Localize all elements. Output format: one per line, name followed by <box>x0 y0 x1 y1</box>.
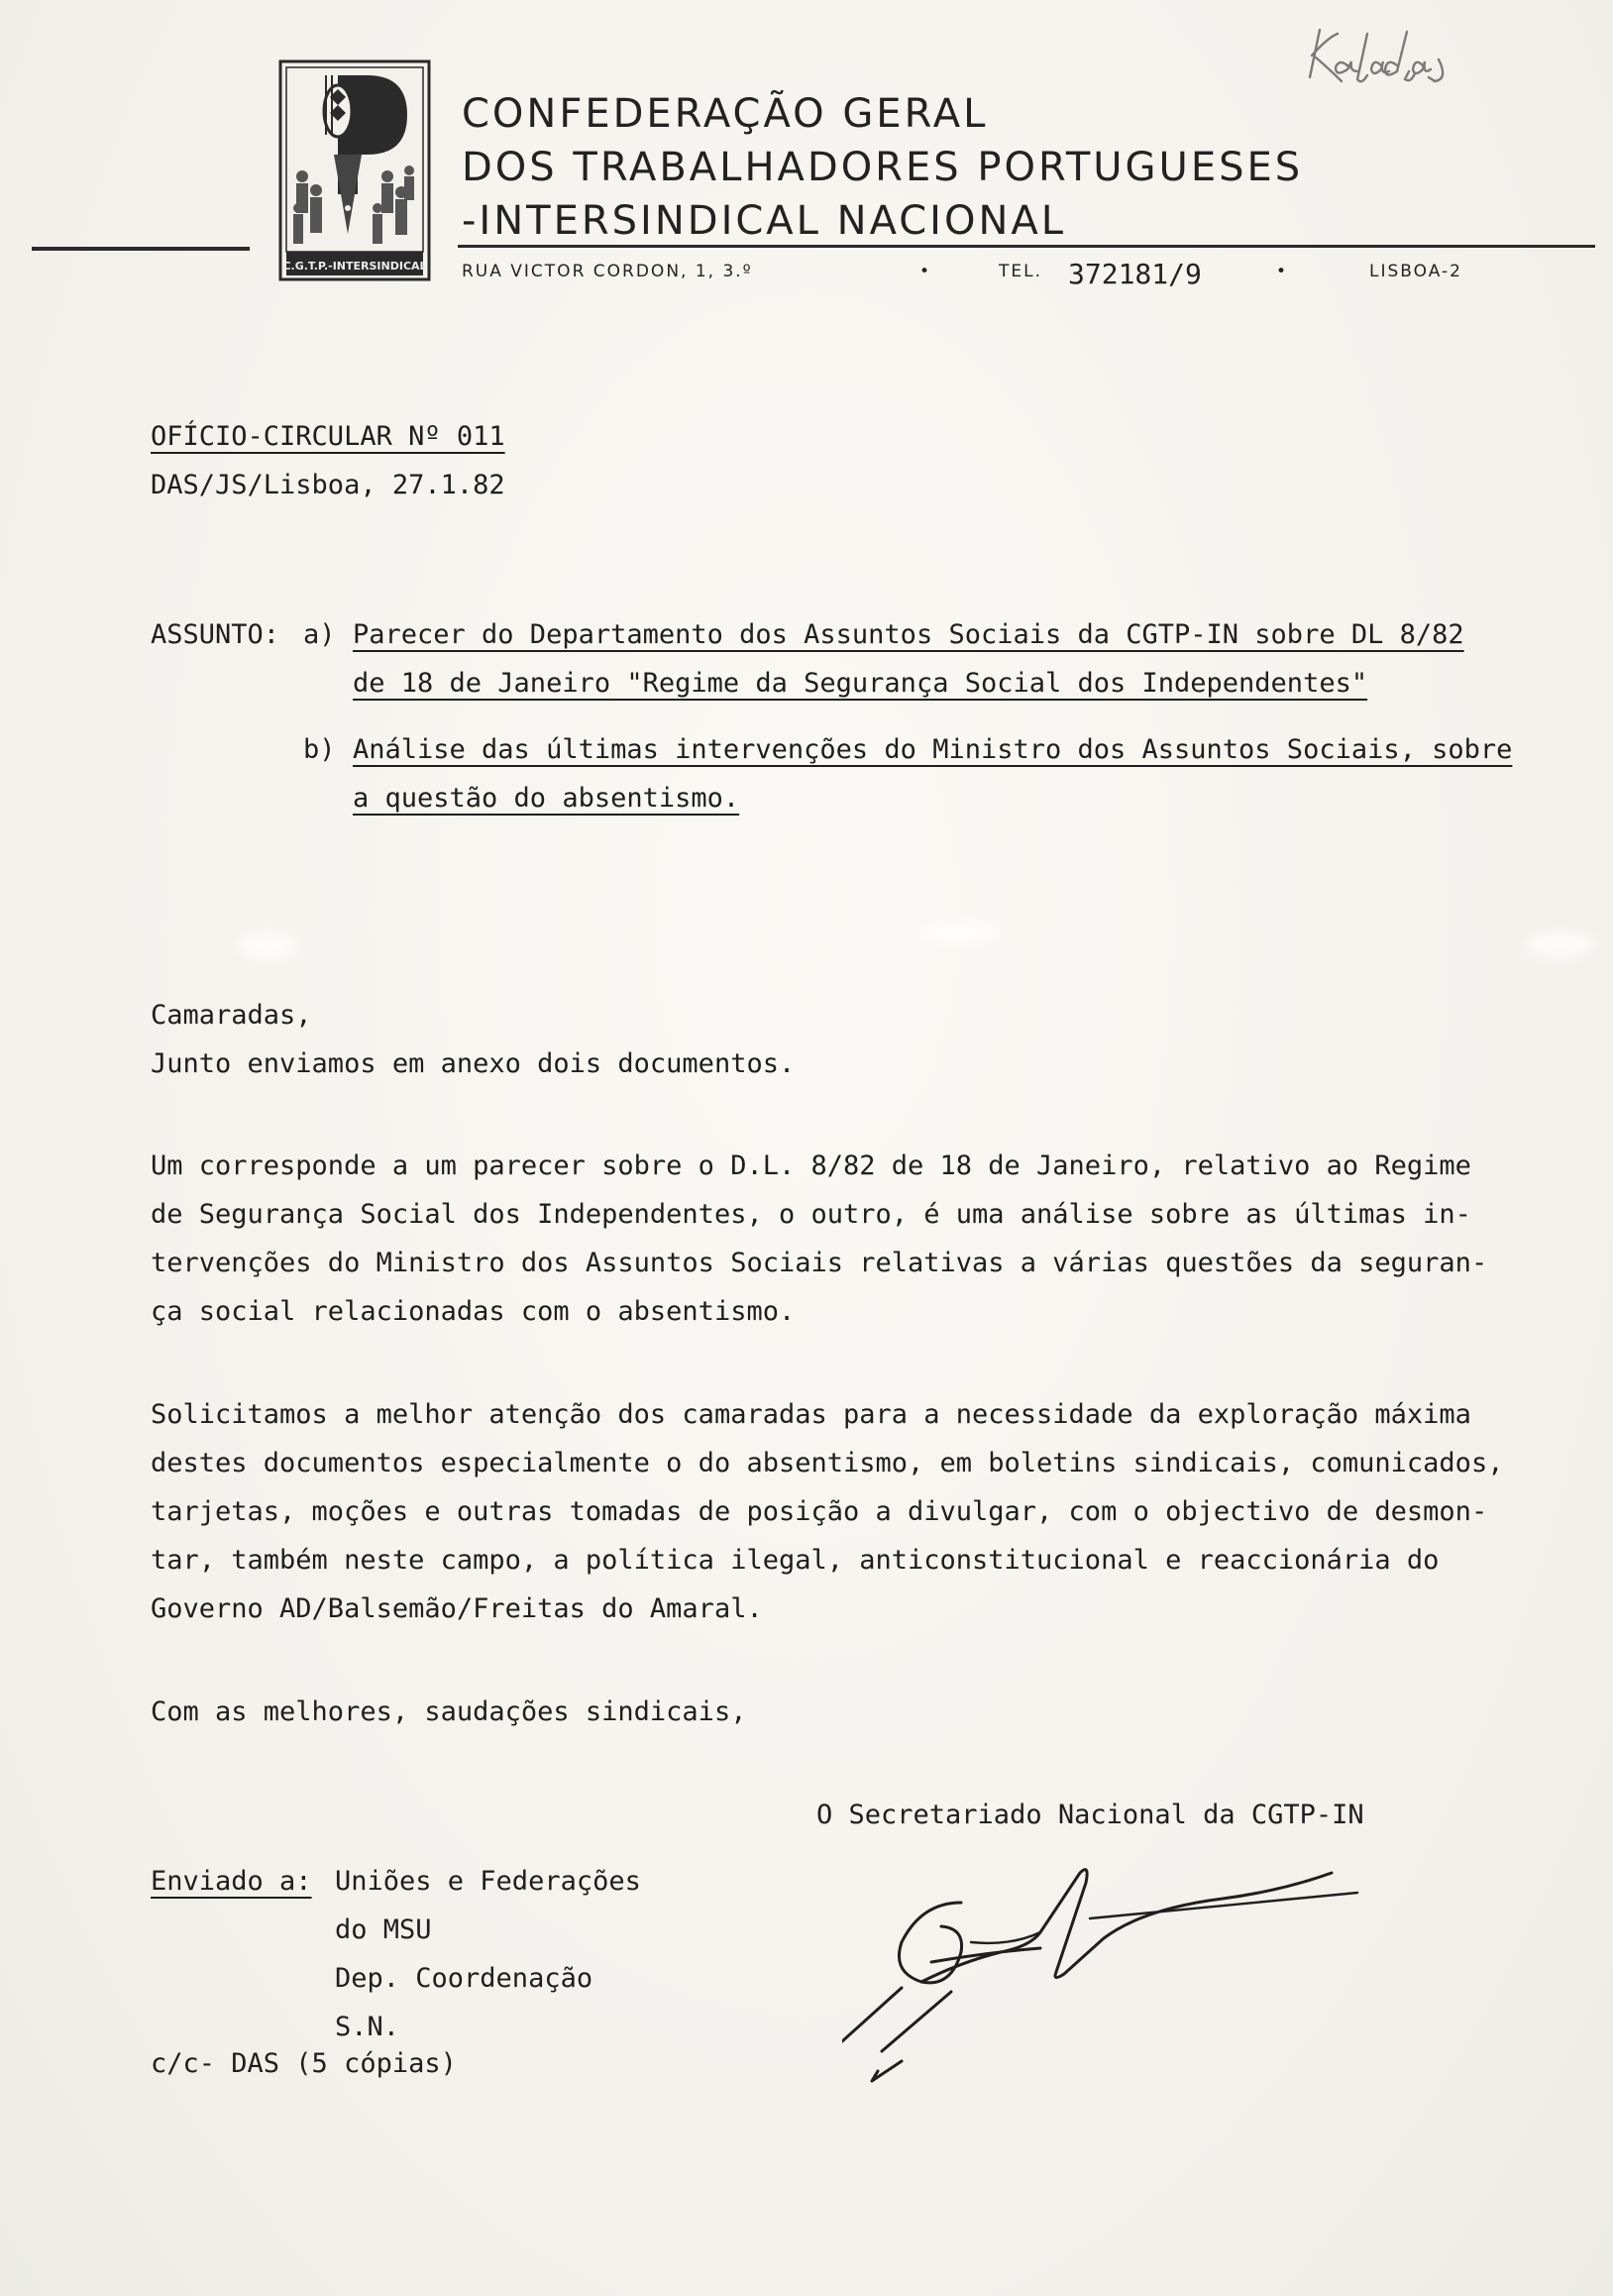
paper-scuff <box>921 922 1001 945</box>
org-name-line-1: CONFEDERAÇÃO GERAL <box>462 91 989 137</box>
paragraph-line: ça social relacionadas com o absentismo. <box>151 1296 796 1327</box>
paper-scuff <box>238 931 297 961</box>
salutation <box>151 991 795 1088</box>
handwritten-annotation <box>1298 20 1546 89</box>
organization-name <box>462 87 1303 248</box>
recipient: Dep. Coordenação <box>335 1963 593 1994</box>
recipient-list <box>335 1857 641 2051</box>
cgtp-logo-emblem <box>278 59 431 281</box>
recipient: Uniões e Federações <box>335 1866 641 1897</box>
recipient: S.N. <box>335 2012 400 2042</box>
letterhead-rule-right <box>458 245 1595 248</box>
subject-item-b <box>353 725 1512 822</box>
recipient: do MSU <box>335 1914 432 1945</box>
handwritten-signature <box>842 1833 1367 2101</box>
subject-b-line: Análise das últimas intervenções do Ministro dos Assuntos Sociais, sobre <box>353 734 1513 765</box>
carbon-copy-line: c/c- DAS (5 cópias) <box>151 2048 457 2079</box>
paragraph-line: tervenções do Ministro dos Assuntos Sociais relativas a várias questões da seguran- <box>151 1248 1488 1278</box>
paragraph-line: Governo AD/Balsemão/Freitas do Amaral. <box>151 1593 763 1624</box>
street-address: RUA VICTOR CORDON, 1, 3.º <box>462 262 753 281</box>
letterhead-rule-left <box>32 247 250 251</box>
paragraph-line: tarjetas, moções e outras tomadas de posição a divulgar, com o objectivo de desmon- <box>151 1496 1488 1527</box>
letterhead-address-row <box>462 252 1496 301</box>
body-paragraph-1 <box>151 1142 1487 1336</box>
reference-block <box>151 412 505 509</box>
telephone-number: 372181/9 <box>1068 258 1202 290</box>
salutation-line: Camaradas, <box>151 1000 312 1031</box>
org-name-line-3: -INTERSINDICAL NACIONAL <box>462 198 1067 244</box>
origin-and-date: DAS/JS/Lisboa, 27.1.82 <box>151 470 505 500</box>
salutation-line: Junto enviamos em anexo dois documentos. <box>151 1048 796 1079</box>
city: LISBOA-2 <box>1369 262 1462 281</box>
logo-caption: C.G.T.P.-INTERSINDICAL <box>282 260 427 273</box>
subject-b-line: a questão do absentismo. <box>353 783 740 814</box>
separator-dot: • <box>1276 262 1289 281</box>
paragraph-line: destes documentos especialmente o do absentismo, em boletins sindicais, comunicados, <box>151 1448 1504 1478</box>
subject-item-a <box>353 610 1464 708</box>
subject-a-line: de 18 de Janeiro "Regime da Segurança Social dos Independentes" <box>353 668 1368 699</box>
subject-item-b-marker: b) <box>303 734 336 765</box>
paragraph-line: de Segurança Social dos Independentes, o outro, é uma análise sobre as últimas in- <box>151 1199 1471 1230</box>
sent-to-label: Enviado a: <box>151 1866 312 1897</box>
closing-greeting: Com as melhores, saudações sindicais, <box>151 1696 747 1727</box>
org-name-line-2: DOS TRABALHADORES PORTUGUESES <box>462 145 1304 190</box>
circular-number: OFÍCIO-CIRCULAR Nº 011 <box>151 421 505 452</box>
body-paragraph-2 <box>151 1390 1503 1633</box>
subject-a-line: Parecer do Departamento dos Assuntos Sociais da CGTP-IN sobre DL 8/82 <box>353 619 1464 650</box>
paragraph-line: tar, também neste campo, a política ilegal, anticonstitucional e reaccionária do <box>151 1545 1440 1576</box>
signatory: O Secretariado Nacional da CGTP-IN <box>816 1800 1364 1830</box>
telephone-label: TEL. <box>999 262 1043 281</box>
paper-scuff <box>1526 931 1595 959</box>
subject-label: ASSUNTO: <box>151 619 280 650</box>
paragraph-line: Um corresponde a um parecer sobre o D.L. 8/82 de 18 de Janeiro, relativo ao Regime <box>151 1150 1471 1181</box>
separator-dot: • <box>919 262 932 281</box>
subject-item-a-marker: a) <box>303 619 336 650</box>
paragraph-line: Solicitamos a melhor atenção dos camaradas para a necessidade da exploração máxima <box>151 1399 1471 1430</box>
